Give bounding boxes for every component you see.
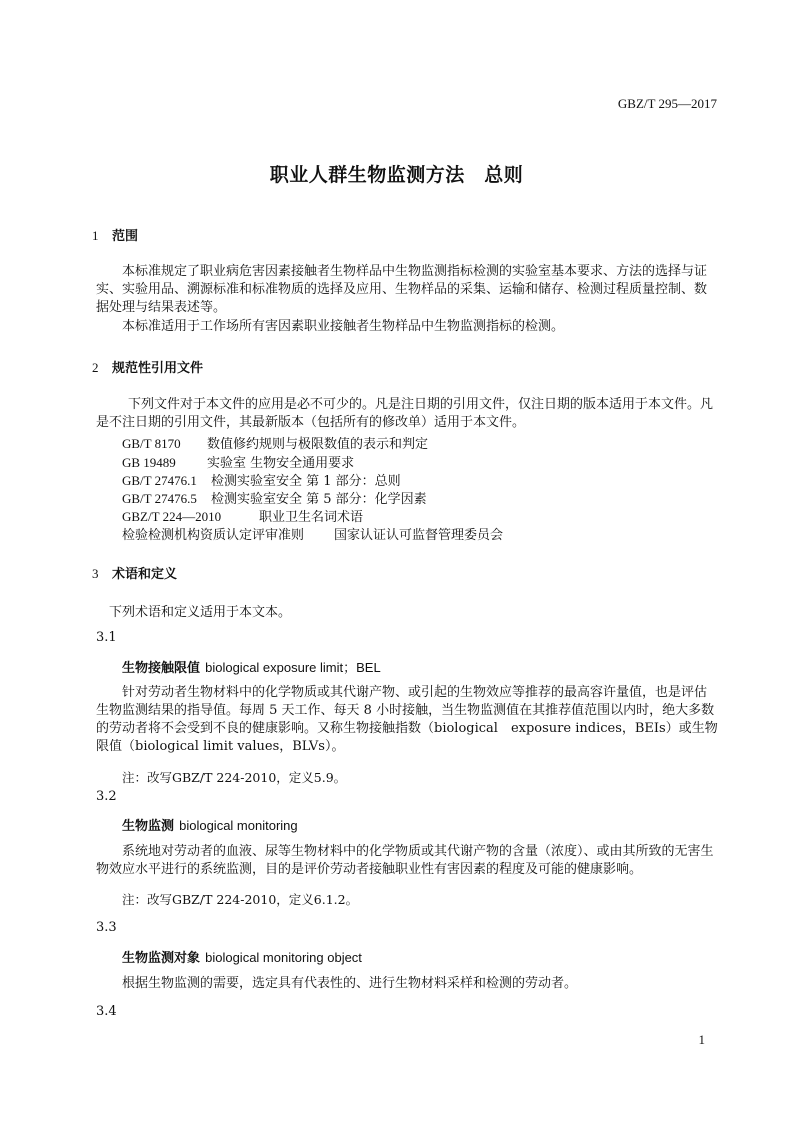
section-2-heading <box>92 357 203 376</box>
term-heading <box>122 815 298 834</box>
reference-code: GB/T 8170 <box>122 436 181 451</box>
term-heading <box>122 947 362 966</box>
term-definition: 系统地对劳动者的血液、尿等生物材料中的化学物质或其代谢产物的含量（浓度）、或由其所致的无害生物效应水平进行的系统监测，目的是评价劳动者接触职业性有害因素的程度及可能的健康影响。 <box>96 844 714 877</box>
section-title: 范围 <box>112 229 139 244</box>
term-en: biological exposure limit；BEL <box>205 660 381 675</box>
reference-item <box>122 506 363 525</box>
section-3-heading <box>92 563 177 582</box>
document-title: 职业人群生物监测方法 总则 <box>269 164 524 186</box>
standard-number: GBZ/T 295—2017 <box>617 96 717 111</box>
reference-title: 检测实验室安全 第 5 部分：化学因素 <box>211 492 427 507</box>
reference-title: 国家认证认可监督管理委员会 <box>334 528 504 543</box>
reference-title: 实验室 生物安全通用要求 <box>207 456 355 471</box>
section-title: 规范性引用文件 <box>112 361 204 376</box>
term-number: 3.1 <box>96 630 117 645</box>
term-en: biological monitoring object <box>205 950 362 965</box>
term-note: 注：改写GBZ/T 224-2010，定义6.1.2。 <box>122 892 359 907</box>
section-1-heading <box>92 225 138 244</box>
section-number: 3 <box>92 566 99 581</box>
reference-title: 数值修约规则与极限数值的表示和判定 <box>207 437 429 452</box>
references-intro: 下列文件对于本文件的应用是必不可少的。凡是注日期的引用文件，仅注日期的版本适用于本文件。凡是不注日期的引用文件，其最新版本（包括所有的修改单）适用于本文件。 <box>96 397 714 430</box>
term-definition: 针对劳动者生物材料中的化学物质或其代谢产物、或引起的生物效应等推荐的最高容许量值，也是评估生物监测结果的指导值。每周 5 天工作、每天 8 小时接触，当生物监测值在其推荐值范围以内时，绝大多数的劳动者将不会受到不良的健康影响。又称生物接触指数（biological exposure indices，BEIs）或生物限值（biological limit values，BLVs）。 <box>96 685 718 754</box>
section-title: 术语和定义 <box>112 567 178 582</box>
term-zh: 生物监测 <box>122 819 175 834</box>
reference-title: 检测实验室安全 第 1 部分：总则 <box>211 474 401 489</box>
term-definition: 根据生物监测的需要，选定具有代表性的、进行生物材料采样和检测的劳动者。 <box>122 976 578 991</box>
term-number: 3.2 <box>96 789 117 804</box>
reference-item <box>122 524 503 543</box>
section-number: 2 <box>92 360 99 375</box>
scope-paragraph-1: 本标准规定了职业病危害因素接触者生物样品中生物监测指标检测的实验室基本要求、方法的选择与证实、实验用品、溯源标准和标准物质的选择及应用、生物样品的采集、运输和储存、检测过程质量控制、数据处理与结果表述等。 <box>96 264 708 315</box>
terms-intro: 下列术语和定义适用于本文本。 <box>109 605 292 620</box>
reference-title: 职业卫生名词术语 <box>259 510 364 525</box>
term-zh: 生物接触限值 <box>122 661 201 676</box>
term-en: biological monitoring <box>179 818 298 833</box>
term-number: 3.3 <box>96 920 117 935</box>
section-number: 1 <box>92 228 99 243</box>
term-heading <box>122 657 381 676</box>
term-number: 3.4 <box>96 1004 117 1019</box>
page-number: 1 <box>698 1032 705 1047</box>
reference-code: GB/T 27476.1 <box>122 473 197 488</box>
term-note: 注：改写GBZ/T 224-2010，定义5.9。 <box>122 770 347 785</box>
reference-item <box>122 452 354 471</box>
reference-code: 检验检测机构资质认定评审准则 <box>122 527 305 542</box>
reference-item <box>122 488 427 507</box>
scope-paragraph-2: 本标准适用于工作场所有害因素职业接触者生物样品中生物监测指标的检测。 <box>122 319 565 334</box>
reference-code: GBZ/T 224—2010 <box>122 509 222 524</box>
reference-code: GB 19489 <box>122 455 176 470</box>
reference-item <box>122 433 428 452</box>
reference-item <box>122 470 401 489</box>
term-zh: 生物监测对象 <box>122 951 201 966</box>
reference-code: GB/T 27476.5 <box>122 491 197 506</box>
